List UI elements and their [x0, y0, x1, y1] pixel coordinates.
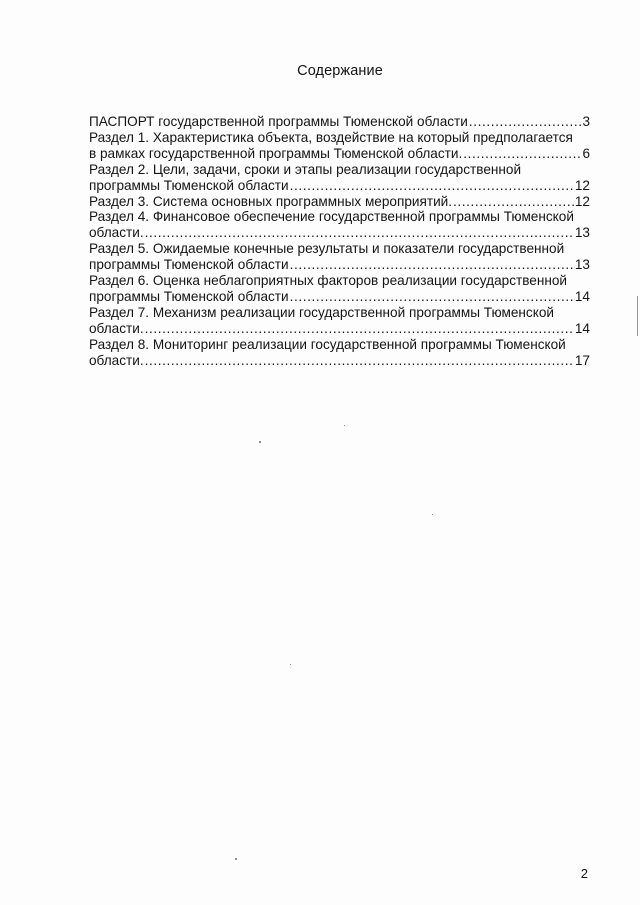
toc-entry — [89, 194, 590, 210]
toc-entry-leader-line — [89, 225, 590, 241]
toc-entry-text-line: Раздел 8. Мониторинг реализации государственной программы Тюменской — [89, 336, 566, 352]
toc-entry-leader-line — [89, 114, 590, 130]
dot-leader — [453, 194, 574, 210]
toc-entry — [89, 209, 590, 241]
toc-page-number: 13 — [574, 257, 590, 273]
dot-leader — [145, 321, 574, 337]
toc-entry-leader-line — [89, 194, 590, 210]
dot-leader — [290, 178, 574, 194]
dot-leader — [463, 146, 581, 162]
toc-entry-text-line: Раздел 5. Ожидаемые конечные результаты и показатели государственной — [89, 241, 565, 257]
toc-entry-leader-line — [89, 289, 590, 305]
toc-entry-leader-line — [89, 321, 590, 337]
toc-entry-leader-line — [89, 146, 590, 162]
toc-entry-text-line: Раздел 2. Цели, задачи, сроки и этапы реализации государственной — [89, 161, 522, 177]
scan-speck — [290, 664, 291, 665]
toc-entry-text-line: Раздел 4. Финансовое обеспечение государственной программы Тюменской — [89, 209, 574, 225]
toc-page-number: 12 — [574, 177, 590, 193]
scan-edge-mark — [637, 296, 638, 336]
toc-entry-title: программы Тюменской области — [89, 177, 289, 193]
toc-entry-title: в рамках государственной программы Тюменской области. — [89, 145, 463, 161]
scan-speck — [432, 514, 433, 515]
toc-page-number: 14 — [574, 288, 590, 304]
toc-entry-leader-line — [89, 257, 590, 273]
page-number: 2 — [580, 866, 588, 881]
dot-leader — [290, 257, 574, 273]
toc-entry — [89, 162, 590, 194]
dot-leader — [290, 289, 574, 305]
toc-page-number: 13 — [574, 225, 590, 241]
toc-page-number: 14 — [574, 320, 590, 336]
table-of-contents — [89, 114, 590, 369]
dot-leader — [469, 114, 582, 130]
scan-speck — [259, 441, 261, 443]
dot-leader — [145, 353, 574, 369]
toc-entry — [89, 241, 590, 273]
dot-leader — [145, 225, 574, 241]
toc-page-number: 3 — [582, 114, 590, 129]
toc-entry-text-line: Раздел 1. Характеристика объекта, воздействие на который предполагается — [89, 129, 573, 145]
toc-page-number: 12 — [574, 193, 590, 209]
toc-entry-title: области. — [89, 352, 144, 368]
toc-entry-title: программы Тюменской области — [89, 257, 289, 273]
toc-entry — [89, 114, 590, 130]
toc-entry-title: области. — [89, 320, 144, 336]
toc-entry-leader-line — [89, 353, 590, 369]
toc-page-number: 6 — [582, 145, 590, 161]
toc-entry-text-line: Раздел 7. Механизм реализации государственной программы Тюменской — [89, 304, 554, 320]
toc-entry-title: ПАСПОРТ государственной программы Тюменской области — [89, 114, 468, 129]
toc-entry — [89, 337, 590, 369]
scan-speck — [344, 425, 345, 426]
toc-entry-title: Раздел 3. Система основных программных мероприятий. — [89, 193, 453, 209]
toc-entry-title: области. — [89, 225, 144, 241]
toc-entry-title: программы Тюменской области — [89, 288, 289, 304]
toc-entry — [89, 130, 590, 162]
toc-entry — [89, 305, 590, 337]
toc-entry-leader-line — [89, 178, 590, 194]
toc-entry-text-line: Раздел 6. Оценка неблагоприятных факторов реализации государственной — [89, 273, 568, 289]
page-title: Содержание — [297, 63, 383, 79]
toc-page-number: 17 — [574, 352, 590, 368]
toc-entry — [89, 273, 590, 305]
scan-speck — [235, 858, 237, 860]
